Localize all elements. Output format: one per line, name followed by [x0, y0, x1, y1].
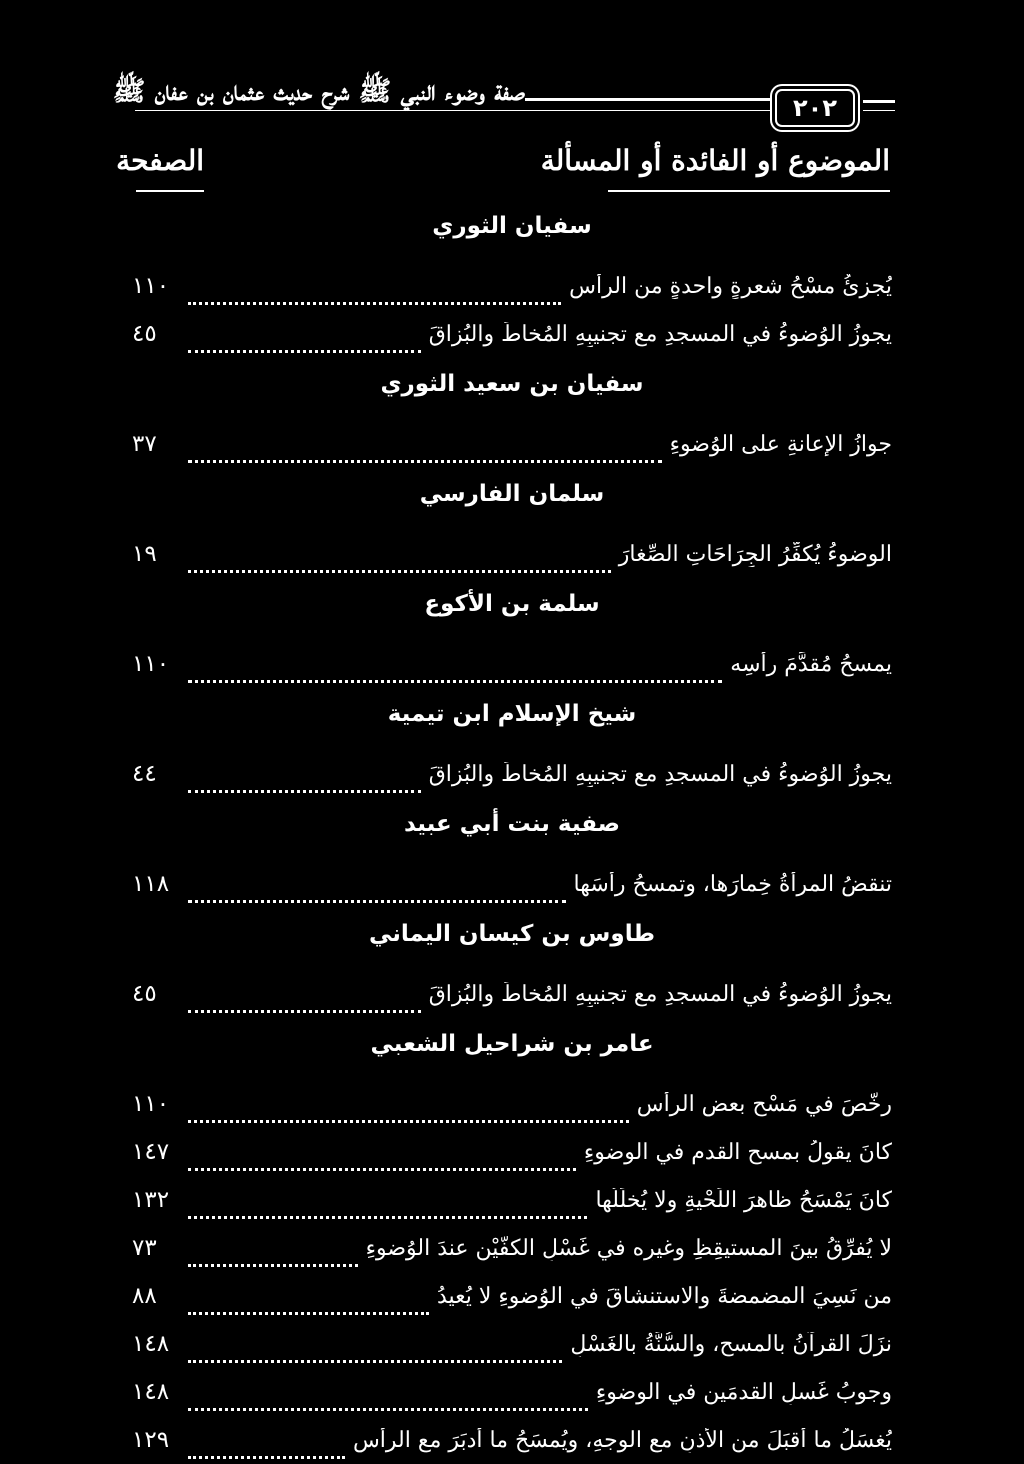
section-title: شيخ الإسلام ابن تيمية [387, 701, 637, 727]
dot-leader [188, 1384, 588, 1411]
entry-text: الوضوءُ يُكفِّرُ الجِرَاحَاتِ الصِّغارَ [618, 541, 892, 567]
section-title: سلمان الفارسي [419, 481, 605, 507]
header-rule-thin [135, 110, 775, 111]
entry-text: كانَ يَمْسَحُ ظاهرَ اللِّحْيةِ ولا يُخلِّلُها [595, 1187, 892, 1213]
dot-leader [188, 1240, 358, 1267]
index-entry [132, 1272, 892, 1320]
dot-leader [188, 326, 421, 353]
header-rule-right-thin [863, 110, 895, 111]
section-title: عامر بن شراحيل الشعبي [370, 1031, 654, 1057]
entry-text: رخَّصَ في مَسْحِ بعضِ الرأسِ [636, 1091, 892, 1117]
entry-page-number: ١٣٢ [132, 1187, 170, 1213]
entry-text: لا يُفرِّقُ بينَ المستيقِظِ وغيرِه في غَسْلِ الكفَّيْنِ عندَ الوُضوءِ [365, 1235, 892, 1261]
dot-leader [188, 876, 566, 903]
entry-page-number: ١٤٨ [132, 1379, 170, 1405]
section-title: صفية بنت أبي عبيد [403, 811, 621, 837]
entry-text: من نَسِيَ المضمضةَ والاستنشاقَ في الوُضوءِ لا يُعيدُ [436, 1283, 892, 1309]
entry-page-number: ١٤٨ [132, 1331, 170, 1357]
dot-leader [188, 546, 611, 573]
index-entry [132, 750, 892, 798]
running-title: صفة وضوء النبي ﷺ شرح حديث عثمان بن عفان ﷺ [112, 76, 525, 107]
entry-page-number: ٣٧ [132, 431, 157, 457]
index-entry [132, 420, 892, 468]
index-list [132, 200, 892, 1464]
index-entry [132, 310, 892, 358]
entry-page-number: ١١٨ [132, 871, 170, 897]
entry-page-number: ١١٠ [132, 1091, 170, 1117]
dot-leader [188, 766, 421, 793]
entry-page-number: ١١٠ [132, 273, 170, 299]
entry-page-number: ١٤٧ [132, 1139, 170, 1165]
dot-leader [188, 436, 662, 463]
entry-text: يُجزئُ مسْحُ شعرةٍ واحدةٍ من الرأسِ [569, 273, 892, 299]
column-heading-subject: الموضوع أو الفائدة أو المسألة [608, 138, 890, 192]
entry-text: يُغسَلُ ما أقبَلَ من الأذنِ مع الوجهِ، ويُمسَحُ ما أدبَرَ مع الرأسِ [352, 1427, 892, 1453]
dot-leader [188, 656, 722, 683]
entry-text: يجوزُ الوُضوءُ في المسجدِ مع تجنيبِهِ المُخاطَ والبُزاقَ [428, 761, 892, 787]
dot-leader [188, 1432, 345, 1459]
index-entry [132, 1224, 892, 1272]
entry-page-number: ٨٨ [132, 1283, 157, 1309]
entry-text: يجوزُ الوُضوءُ في المسجدِ مع تجنيبِهِ المُخاطَ والبُزاقَ [428, 981, 892, 1007]
entry-text: كانَ يقولُ بمسحِ القدمِ في الوضوءِ [583, 1139, 892, 1165]
dot-leader [188, 1144, 576, 1171]
entry-text: تنقضُ المرأةُ خِمارَها، وتمسحُ رأسَها [573, 871, 892, 897]
index-entry [132, 1320, 892, 1368]
dot-leader [188, 986, 421, 1013]
section-title: سلمة بن الأكوع [424, 591, 600, 617]
index-entry [132, 970, 892, 1018]
dot-leader [188, 1096, 629, 1123]
index-entry [132, 860, 892, 908]
column-heading-page: الصفحة [136, 138, 204, 192]
index-entry [132, 1416, 892, 1464]
entry-page-number: ٤٥ [132, 981, 157, 1007]
entry-page-number: ٤٤ [132, 761, 157, 787]
dot-leader [188, 278, 561, 305]
entry-text: جوازُ الإعانةِ على الوُضوءِ [669, 431, 892, 457]
index-entry [132, 530, 892, 578]
page-number-box: ٢٠٢ [775, 89, 855, 127]
entry-text: وجوبُ غَسلِ القدمَينِ في الوضوءِ [595, 1379, 892, 1405]
section-title: سفيان بن سعيد الثوري [380, 371, 644, 397]
entry-page-number: ١١٠ [132, 651, 170, 677]
index-entry [132, 1368, 892, 1416]
index-entry [132, 262, 892, 310]
entry-page-number: ٧٣ [132, 1235, 157, 1261]
entry-page-number: ١٩ [132, 541, 157, 567]
entry-text: يمسحُ مُقدَّمَ رأسِه [730, 651, 892, 677]
section-title: سفيان الثوري [432, 213, 592, 239]
index-entry [132, 1176, 892, 1224]
section-title: طاوس بن كيسان اليماني [369, 921, 655, 947]
entry-page-number: ٤٥ [132, 321, 157, 347]
entry-text: يجوزُ الوُضوءُ في المسجدِ مع تجنيبِهِ المُخاطَ والبُزاقَ [428, 321, 892, 347]
running-header [112, 72, 895, 132]
index-entry [132, 640, 892, 688]
dot-leader [188, 1336, 562, 1363]
index-entry [132, 1128, 892, 1176]
dot-leader [188, 1288, 429, 1315]
header-rule-right [863, 100, 895, 103]
index-entry [132, 1080, 892, 1128]
entry-page-number: ١٢٩ [132, 1427, 170, 1453]
entry-text: نزَلَ القرآنُ بالمسحِ، والسُّنَّةُ بالغَسْلِ [570, 1331, 892, 1357]
header-rule [525, 98, 775, 101]
dot-leader [188, 1192, 587, 1219]
